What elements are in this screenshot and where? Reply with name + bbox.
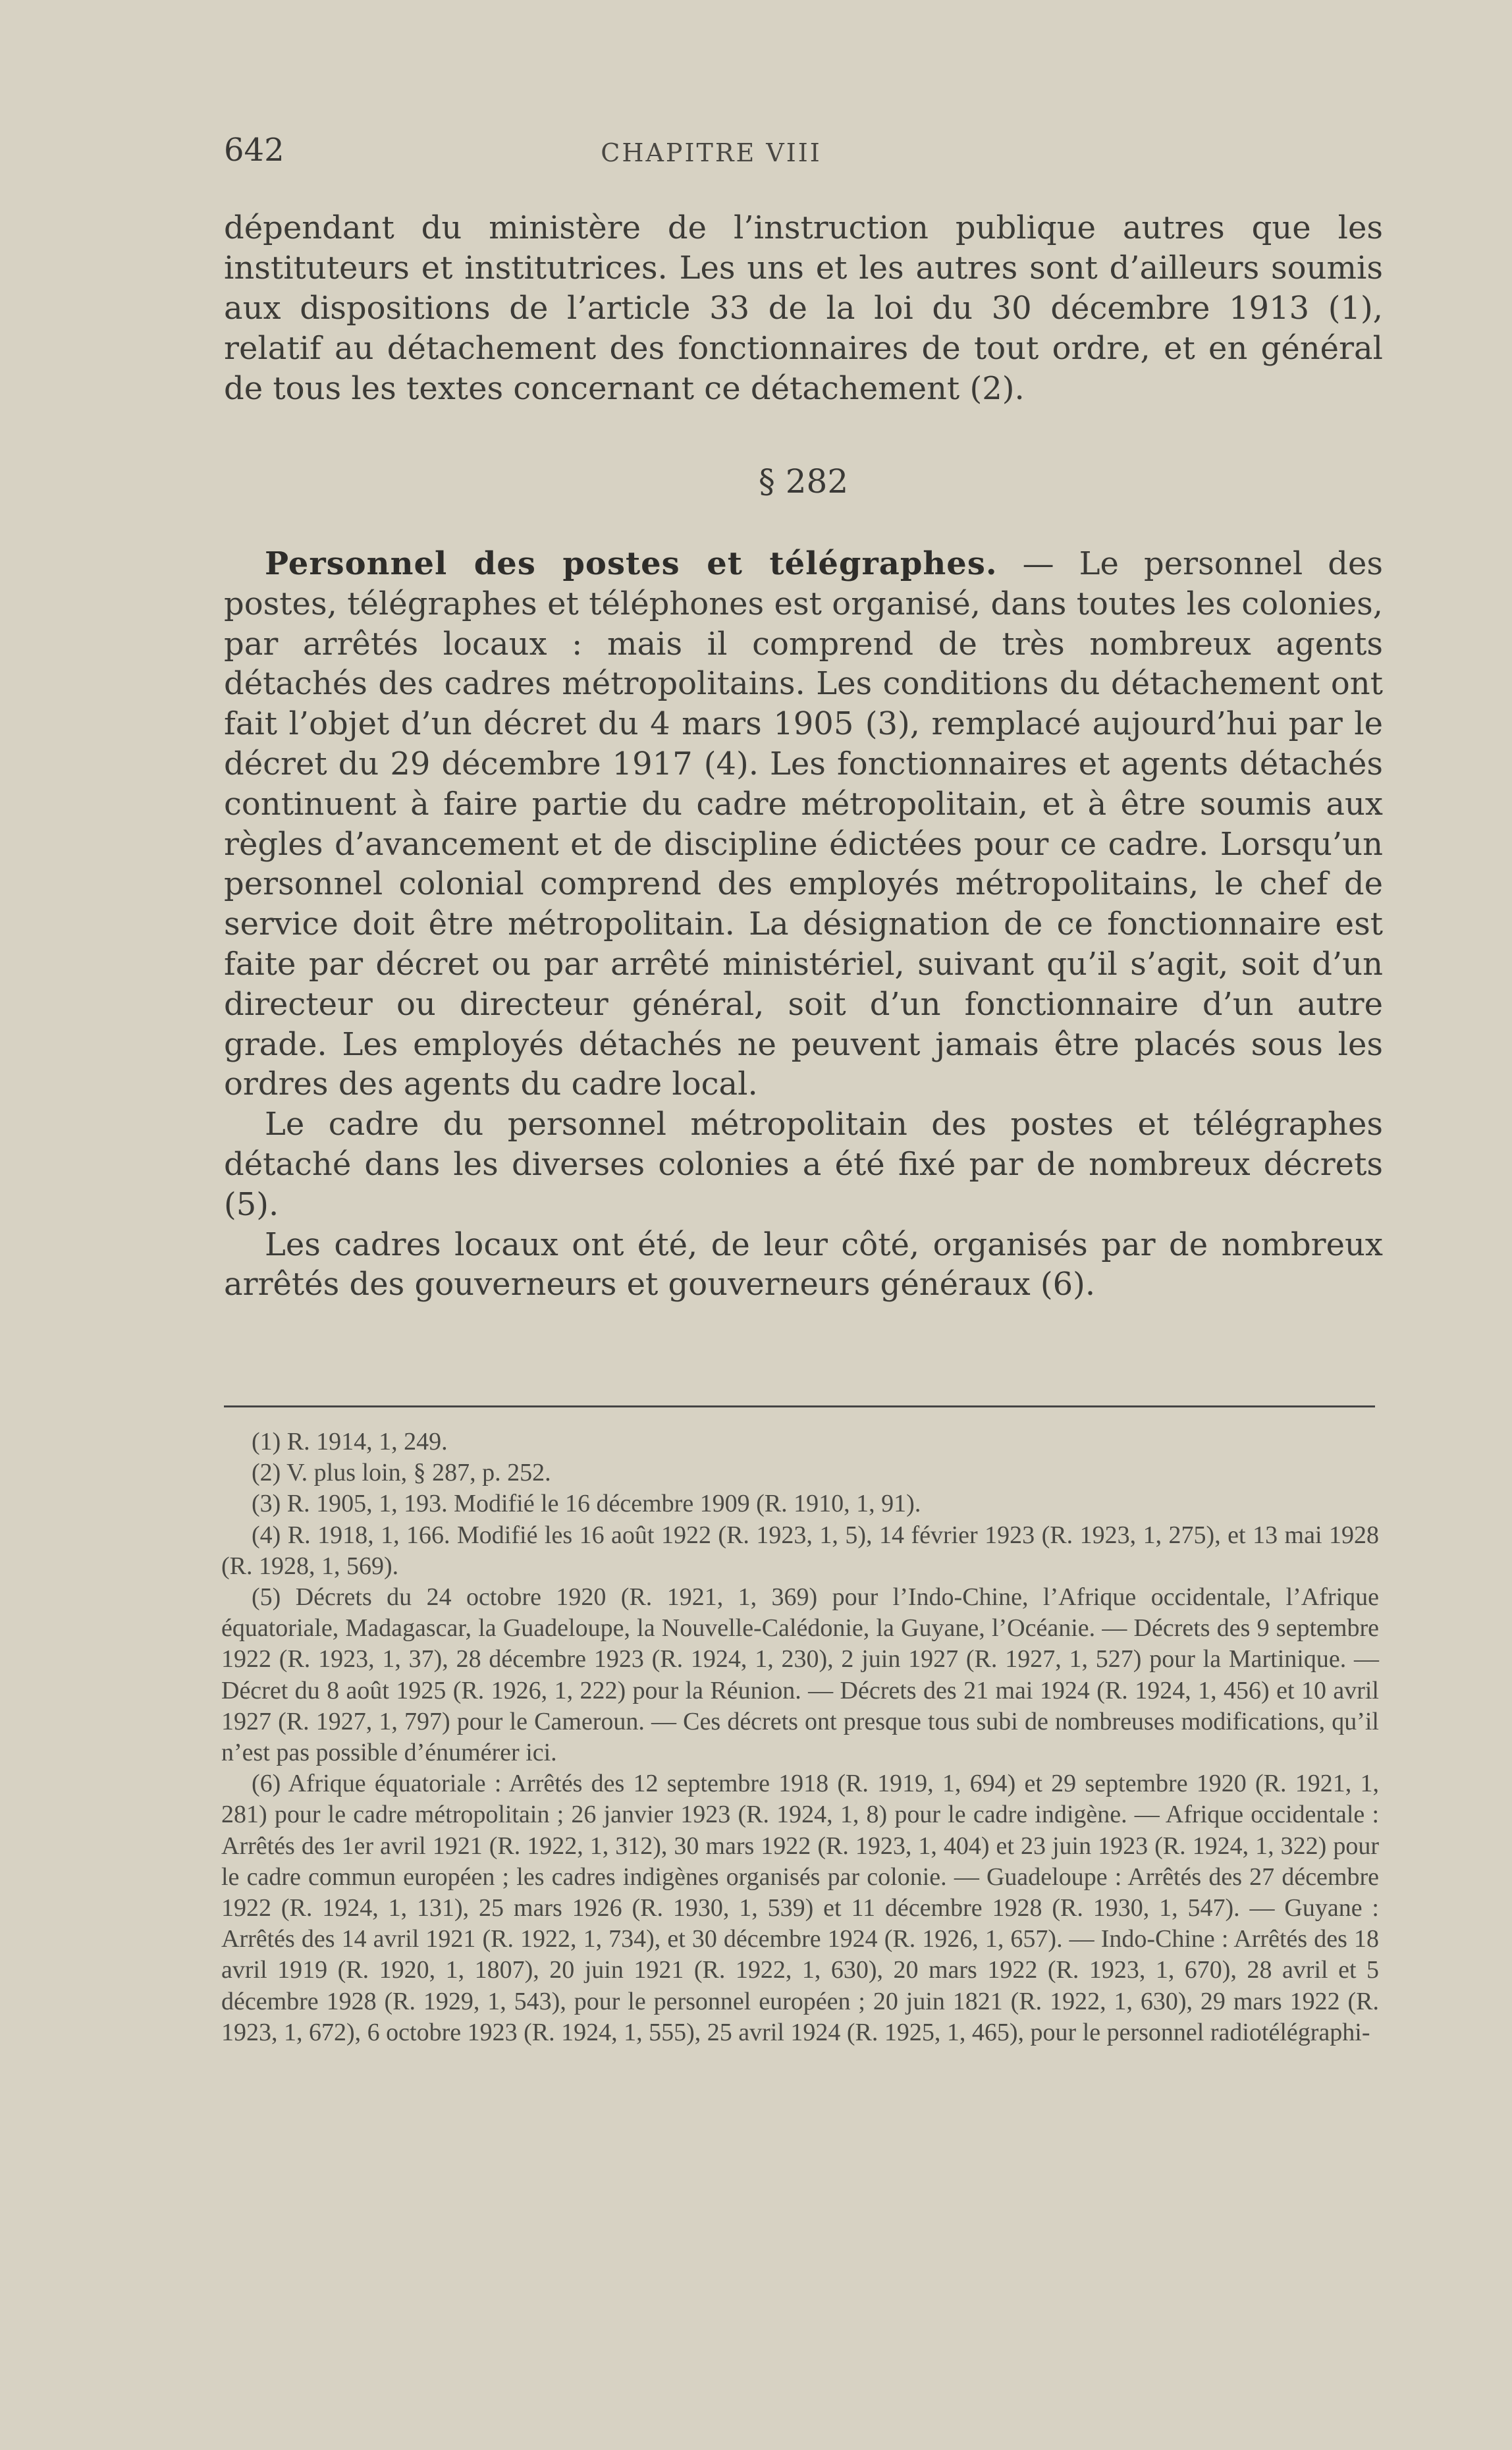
section-paragraph bbox=[224, 544, 1383, 1104]
section-paragraph-text: — Le personnel des postes, télégraphes et téléphones est organisé, dans toutes les colonies, par arrêtés locaux : mais il comprend de très nombreux agents détachés des cadres métropolitains. Les conditions du détachement ont fait l’objet d’un décret du 4 mars 1905 (3), remplacé aujourd’hui par le décret du 29 décembre 1917 (4). Les fonctionnaires et agents détachés continuent à faire partie du cadre métropolitain, et à être soumis aux règles d’avancement et de discipline édictées pour ce cadre. Lorsqu’un personnel colonial comprend des employés métropolitains, le chef de service doit être métropolitain. La désignation de ce fonctionnaire est faite par décret ou par arrêté ministériel, suivant qu’il s’agit, soit d’un directeur ou directeur général, soit d’un fonctionnaire d’un autre grade. Les employés détachés ne peuvent jamais être placés sous les ordres des agents du cadre local. bbox=[224, 545, 1383, 1103]
footnote: (2) V. plus loin, § 287, p. 252. bbox=[252, 1459, 551, 1487]
footnote: (3) R. 1905, 1, 193. Modifié le 16 décembre 1909 (R. 1910, 1, 91). bbox=[252, 1490, 921, 1518]
paragraph: dépendant du ministère de l’instruction publique autres que les instituteurs et institutrices. Les uns et les autres sont d’ailleurs soumis aux dispositions de l’article 33 de la loi du 30 décembre 1913 (1), relatif au détachement des fonctionnaires de tout ordre, et en général de tous les textes concernant ce détachement (2). bbox=[224, 209, 1383, 407]
footnotes bbox=[221, 1427, 1379, 2048]
footnote: (5) Décrets du 24 octobre 1920 (R. 1921, 1, 369) pour l’Indo-Chine, l’Afrique occidentale, l’Afrique équatoriale, Madagascar, la Guadeloupe, la Nouvelle-Calédonie, la Guyane, l’Océanie. — Décrets des 9 septembre 1922 (R. 1923, 1, 37), 28 décembre 1923 (R. 1924, 1, 230), 2 juin 1927 (R. 1927, 1, 527) pour la Martinique. — Décret du 8 août 1925 (R. 1926, 1, 222) pour la Réunion. — Décrets des 21 mai 1924 (R. 1924, 1, 456) et 10 avril 1927 (R. 1927, 1, 797) pour le Cameroun. — Ces décrets ont presque tous subi de nombreuses modifications, qu’il n’est pas possible d’énumérer ici. bbox=[221, 1583, 1379, 1767]
footnote: (6) Afrique équatoriale : Arrêtés des 12 septembre 1918 (R. 1919, 1, 694) et 29 septembre 1920 (R. 1921, 1, 281) pour le cadre métropolitain ; 26 janvier 1923 (R. 1924, 1, 8) pour le cadre indigène. — Afrique occidentale : Arrêtés des 1er avril 1921 (R. 1922, 1, 312), 30 mars 1922 (R. 1923, 1, 404) et 23 juin 1923 (R. 1924, 1, 322) pour le cadre commun européen ; les cadres indigènes organisés par colonie. — Guadeloupe : Arrêtés des 27 décembre 1922 (R. 1924, 1, 131), 25 mars 1926 (R. 1930, 1, 539) et 11 décembre 1928 (R. 1930, 1, 547). — Guyane : Arrêtés des 14 avril 1921 (R. 1922, 1, 734), et 30 décembre 1924 (R. 1926, 1, 657). — Indo-Chine : Arrêtés des 18 avril 1919 (R. 1920, 1, 1807), 20 juin 1921 (R. 1922, 1, 630), 20 mars 1922 (R. 1923, 1, 670), 28 avril et 5 décembre 1928 (R. 1929, 1, 543), pour le personnel européen ; 20 juin 1821 (R. 1922, 1, 630), 29 mars 1922 (R. 1923, 1, 672), 6 octobre 1923 (R. 1924, 1, 555), 25 avril 1924 (R. 1925, 1, 465), pour le personnel radiotélégraphi- bbox=[221, 1770, 1379, 2046]
section-heading: § 282 bbox=[758, 462, 849, 501]
footnote-divider bbox=[224, 1405, 1375, 1407]
continued-paragraph bbox=[224, 208, 1383, 409]
section-paragraph: Les cadres locaux ont été, de leur côté, organisés par de nombreux arrêtés des gouverneurs et gouverneurs généraux (6). bbox=[224, 1226, 1383, 1303]
section-body bbox=[224, 544, 1383, 1305]
running-head: CHAPITRE VIII bbox=[601, 138, 822, 167]
section-paragraph: Le cadre du personnel métropolitain des postes et télégraphes détaché dans les diverses colonies a été fixé par de nombreux décrets (5). bbox=[224, 1106, 1383, 1223]
section-title: Personnel des postes et télégraphes. bbox=[265, 545, 998, 582]
page-number: 642 bbox=[224, 132, 284, 169]
footnote: (4) R. 1918, 1, 166. Modifié les 16 août 1922 (R. 1923, 1, 5), 14 février 1923 (R. 1923, 1, 275), et 13 mai 1928 (R. 1928, 1, 569). bbox=[221, 1521, 1379, 1580]
page-header bbox=[224, 132, 1383, 178]
footnote: (1) R. 1914, 1, 249. bbox=[252, 1428, 448, 1456]
